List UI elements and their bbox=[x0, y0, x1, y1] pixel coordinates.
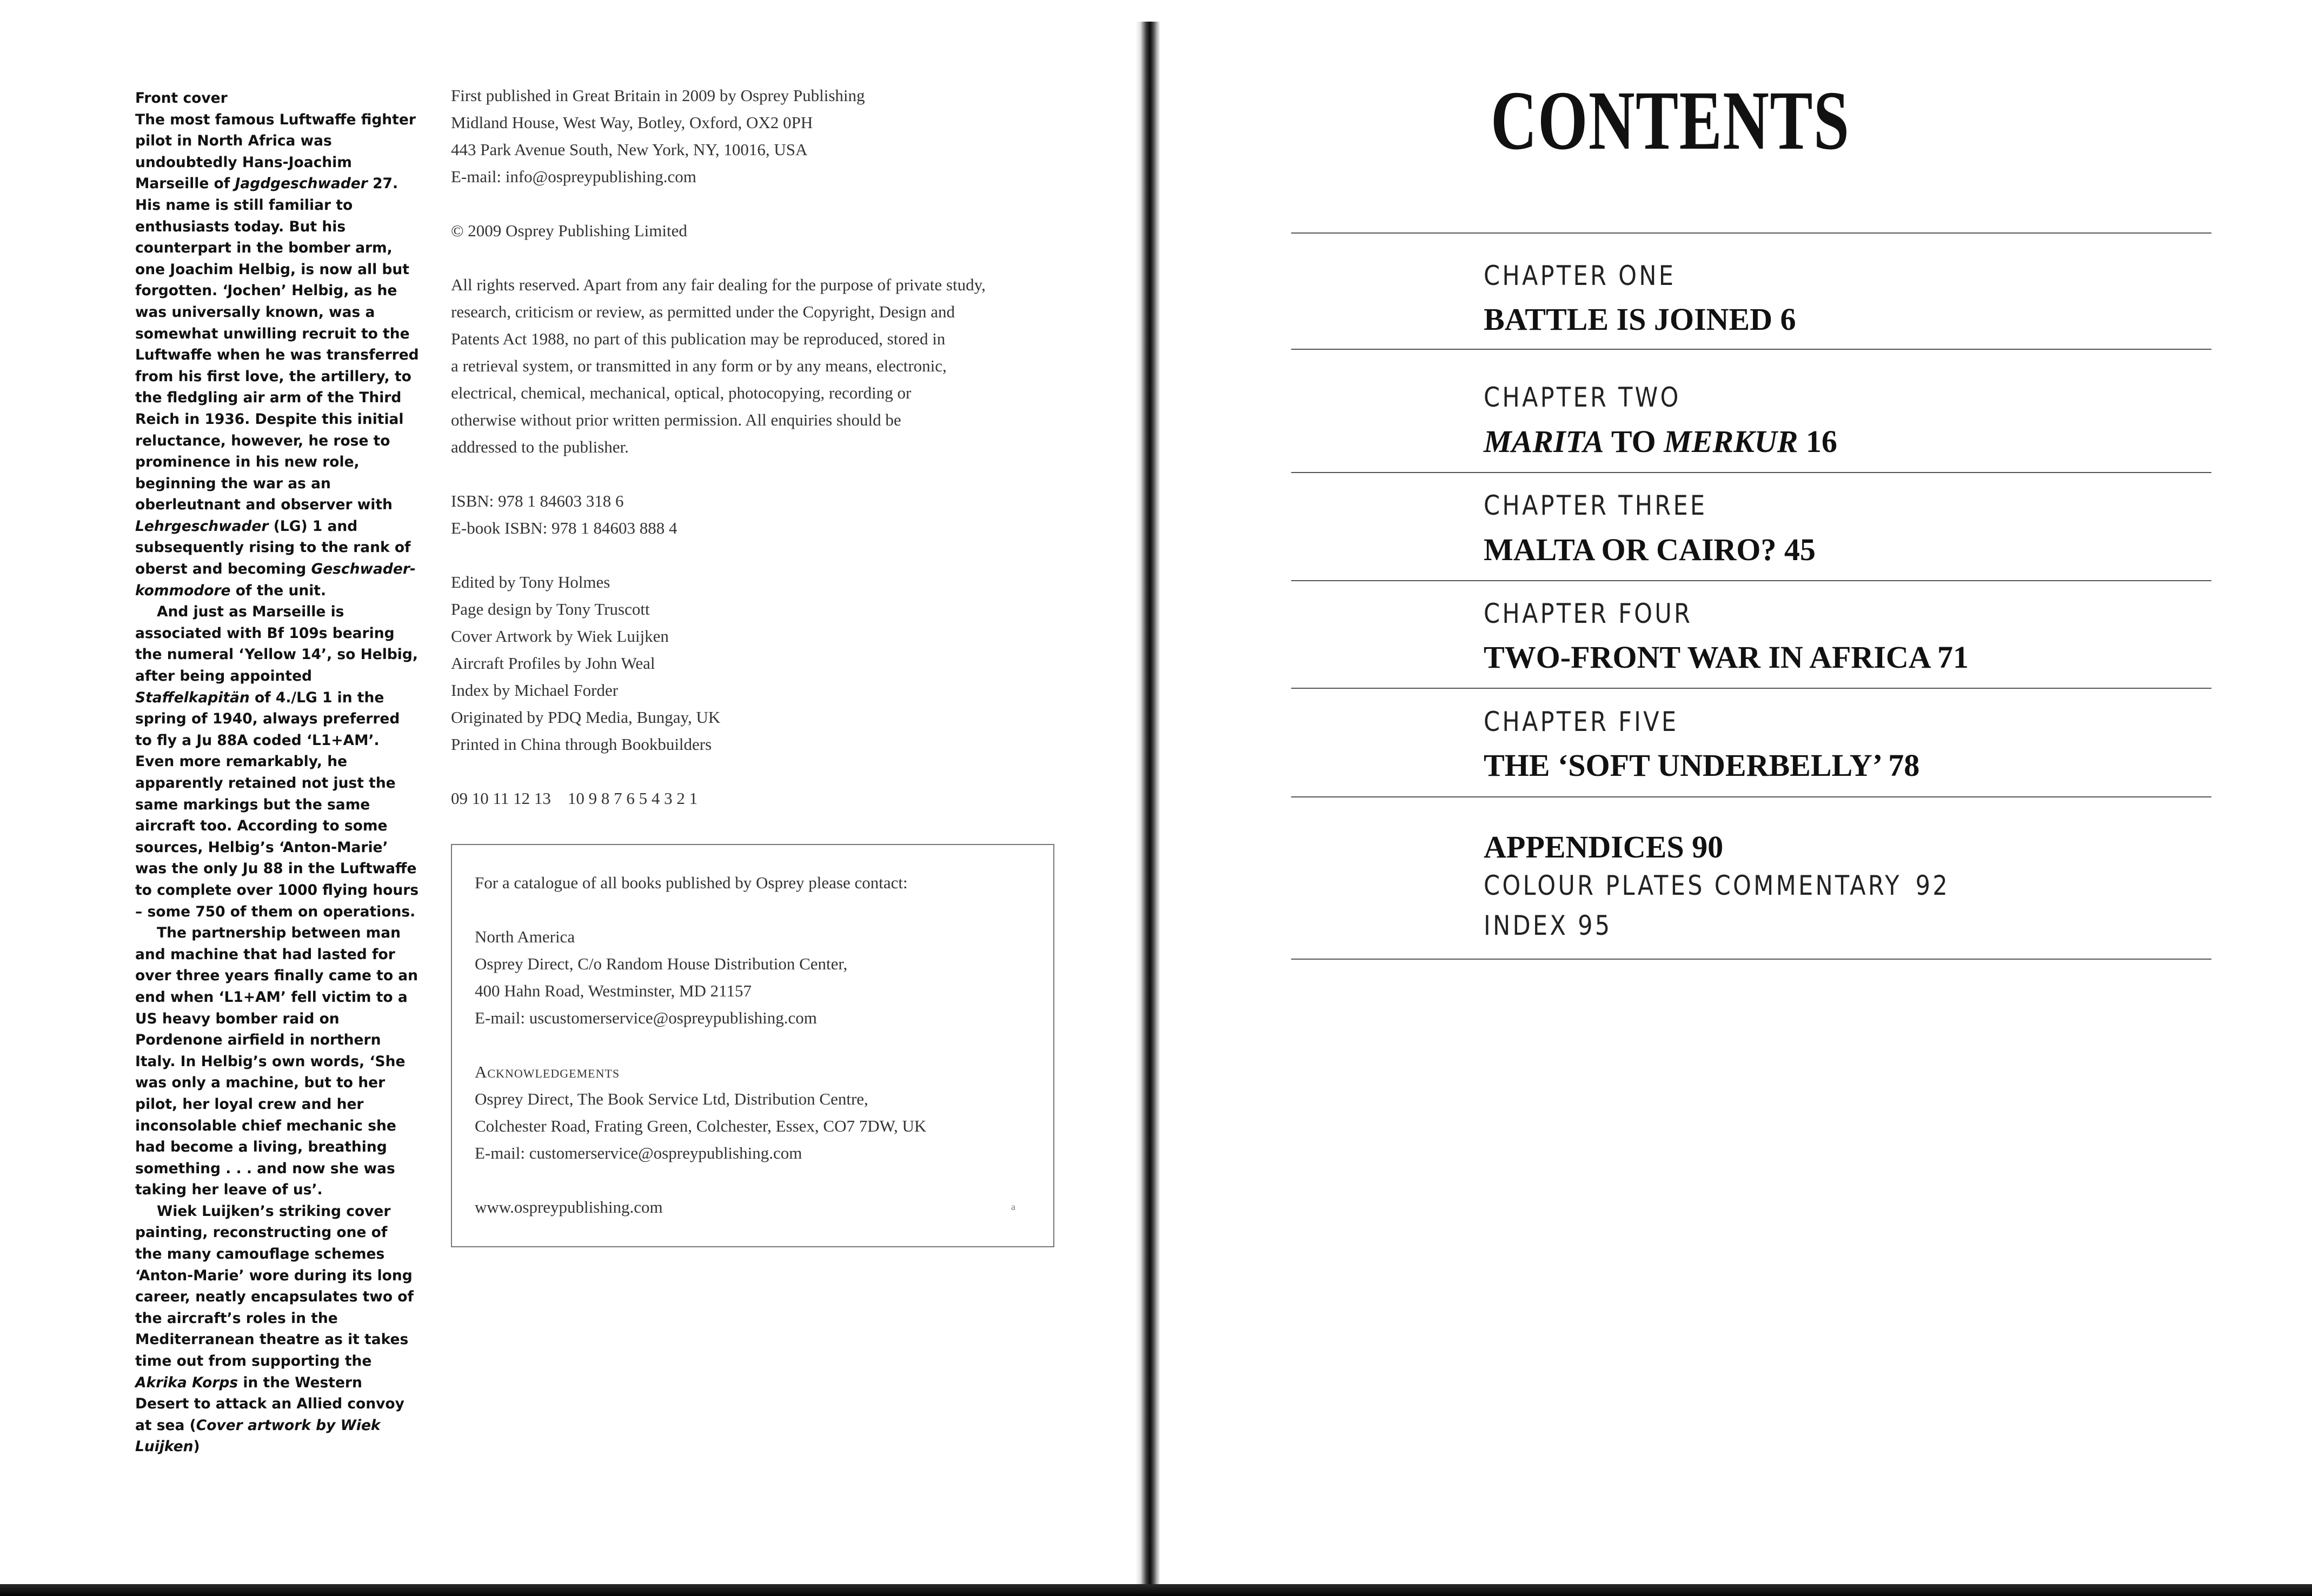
chapter-title[interactable] bbox=[1484, 640, 1969, 675]
italic-term: Staffelkapitän bbox=[135, 689, 250, 706]
page-bottom-edge bbox=[0, 1584, 2312, 1596]
index-entry[interactable] bbox=[1484, 909, 1612, 942]
left-page bbox=[0, 0, 1135, 1596]
chapter-title-italic: MARITA bbox=[1484, 424, 1604, 459]
chapter-title-text: BATTLE IS JOINED bbox=[1484, 302, 1772, 337]
print-line: 09 10 11 12 13 10 9 8 7 6 5 4 3 2 1 bbox=[451, 789, 698, 808]
colour-plates-title: COLOUR PLATES COMMENTARY bbox=[1484, 870, 1902, 901]
divider-rule bbox=[1291, 580, 2211, 581]
north-america-heading: North America bbox=[475, 927, 575, 946]
ebook-isbn: E-book ISBN: 978 1 84603 888 4 bbox=[451, 518, 677, 537]
chapter-title-text: TWO-FRONT WAR IN AFRICA bbox=[1484, 640, 1930, 675]
index-title: INDEX bbox=[1484, 910, 1569, 941]
chapter-page-number: 16 bbox=[1805, 424, 1837, 459]
book-spine-gutter bbox=[1135, 22, 1160, 1596]
italic-term: Jagdgeschwader bbox=[235, 175, 368, 192]
contact-intro: For a catalogue of all books published by Osprey please contact: bbox=[475, 873, 908, 892]
divider-rule bbox=[1291, 349, 2211, 350]
contents-title: CONTENTS bbox=[1491, 74, 1850, 167]
chapter-page-number: 45 bbox=[1784, 532, 1816, 567]
north-america-address: Osprey Direct, C/o Random House Distribution Center, 400 Hahn Road, Westminster, MD 21157 E-mail: uscustomerservice@ospreypublishing.com bbox=[475, 954, 848, 1027]
chapter-label: CHAPTER FOUR bbox=[1484, 598, 1693, 629]
chapter-title-text: MALTA OR CAIRO? bbox=[1484, 532, 1777, 567]
index-page-number: 95 bbox=[1578, 910, 1612, 941]
contact-box bbox=[451, 844, 1054, 1247]
italic-term: Lehrgeschwader bbox=[135, 517, 269, 535]
chapter-title-text: THE ‘SOFT UNDERBELLY’ bbox=[1484, 748, 1881, 783]
chapter-title[interactable] bbox=[1484, 302, 1796, 337]
chapter-page-number: 71 bbox=[1937, 640, 1969, 675]
chapter-page-number: 6 bbox=[1780, 302, 1796, 337]
chapter-label: CHAPTER THREE bbox=[1484, 490, 1708, 521]
divider-rule bbox=[1291, 232, 2211, 234]
copyright-notice: © 2009 Osprey Publishing Limited bbox=[451, 221, 687, 240]
italic-term: Cover artwork by Wiek Luijken bbox=[135, 1417, 381, 1455]
isbn-block bbox=[451, 488, 1062, 542]
imprint-text bbox=[451, 82, 1062, 839]
italic-term: Geschwader-kommodore bbox=[135, 561, 416, 599]
italic-term: Akrika Korps bbox=[135, 1374, 238, 1391]
cover-caption-paragraph: The most famous Luftwaffe fighter pilot in North Africa was undoubtedly Hans-Joachim Marseille of Jagdgeschwader 27. His name is still familiar to enthusiasts today. But his counterpart in the bomber arm, one Joachim Helbig, is now all but forgotten. ‘Jochen’ Helbig, as he was universally known, was a somewhat unwilling recruit to the Luftwaffe when he was transferred from his first love, the artillery, to the fledgling air arm of the Third Reich in 1936. Despite this initial reluctance, however, he rose to prominence in his new role, beginning the war as an oberleutnant and observer with Lehrgeschwader (LG) 1 and subsequently rising to the rank of oberst and becoming Geschwader-kommodore of the unit. bbox=[135, 111, 419, 599]
appendices-title: APPENDICES bbox=[1484, 829, 1684, 864]
chapter-page-number: 78 bbox=[1888, 748, 1920, 783]
publisher-address: First published in Great Britain in 2009 by Osprey Publishing Midland House, West Way, Botley, Oxford, OX2 0PH 443 Park Avenue South, New York, NY, 10016, USA E-mail: info@ospreypublishing.com bbox=[451, 86, 865, 186]
cover-caption-paragraph: The partnership between man and machine that had lasted for over three years finally came to an end when ‘L1+AM’ fell victim to a US heavy bomber raid on Pordenone airfield in northern Italy. In Helbig’s own words, ‘She was only a machine, but to her pilot, her loyal crew and her inconsolable chief mechanic she had become a living, breathing something . . . and now she was taking her leave of us’. bbox=[135, 925, 418, 1199]
chapter-title[interactable] bbox=[1484, 424, 1837, 460]
divider-rule bbox=[1291, 472, 2211, 473]
isbn: ISBN: 978 1 84603 318 6 bbox=[451, 491, 624, 510]
credits-list: Edited by Tony Holmes Page design by Tony Truscott Cover Artwork by Wiek Luijken Aircraft Profiles by John Weal Index by Michael Forder Originated by PDQ Media, Bungay, UK Printed in China through Bookbuilders bbox=[451, 573, 721, 754]
chapter-title-italic: MERKUR bbox=[1664, 424, 1798, 459]
rights-statement: All rights reserved. Apart from any fair dealing for the purpose of private study, research, criticism or review, as permitted under the Copyright, Design and Patents Act 1988, no part of this publication may be reproduced, stored in a retrieval system, or transmitted in any form or by any means, electronic, electrical, chemical, mechanical, optical, photocopying, recording or otherwise without prior written permission. All enquiries should be addressed to the publisher. bbox=[451, 275, 986, 456]
divider-rule bbox=[1291, 796, 2211, 797]
right-page bbox=[1160, 0, 2312, 1596]
divider-rule bbox=[1291, 959, 2211, 960]
colour-plates-page-number: 92 bbox=[1915, 870, 1950, 901]
chapter-label: CHAPTER TWO bbox=[1484, 382, 1681, 413]
cover-caption-heading: Front cover bbox=[135, 90, 228, 107]
website-link[interactable]: www.ospreypublishing.com bbox=[475, 1198, 663, 1216]
corner-mark: a bbox=[1011, 1201, 1015, 1212]
cover-caption-paragraph: And just as Marseille is associated with Bf 109s bearing the numeral ‘Yellow 14’, so Helbig, after being appointed Staffelkapitän of 4./LG 1 in the spring of 1940, always preferred to fly a Ju 88A coded ‘L1+AM’. Even more remarkably, he apparently retained not just the same markings but the same aircraft too. According to some sources, Helbig’s ‘Anton-Marie’ was the only Ju 88 in the Luftwaffe to complete over 1000 flying hours – some 750 of them on operations. bbox=[135, 603, 419, 920]
chapter-title[interactable] bbox=[1484, 532, 1816, 568]
appendices-page-number: 90 bbox=[1692, 829, 1724, 864]
chapter-title[interactable] bbox=[1484, 748, 1919, 783]
colour-plates-entry[interactable] bbox=[1484, 869, 1950, 902]
appendices-entry[interactable] bbox=[1484, 829, 1723, 865]
divider-rule bbox=[1291, 688, 2211, 689]
chapter-title-text: TO bbox=[1604, 424, 1664, 459]
acknowledgements-address: Osprey Direct, The Book Service Ltd, Distribution Centre, Colchester Road, Frating Green, Colchester, Essex, CO7 7DW, UK E-mail: customerservice@ospreypublishing.com bbox=[475, 1089, 927, 1162]
cover-caption-paragraph: Wiek Luijken’s striking cover painting, reconstructing one of the many camouflage schemes ‘Anton-Marie’ wore during its long career, neatly encapsulates two of the aircraft’s roles in the Mediterranean theatre as it takes time out from supporting the Akrika Korps in the Western Desert to attack an Allied convoy at sea (Cover artwork by Wiek Luijken) bbox=[135, 1202, 414, 1455]
chapter-label: CHAPTER FIVE bbox=[1484, 706, 1679, 737]
acknowledgements-heading: Acknowledgements bbox=[475, 1062, 620, 1081]
chapter-label: CHAPTER ONE bbox=[1484, 260, 1676, 291]
cover-caption bbox=[135, 88, 419, 1458]
